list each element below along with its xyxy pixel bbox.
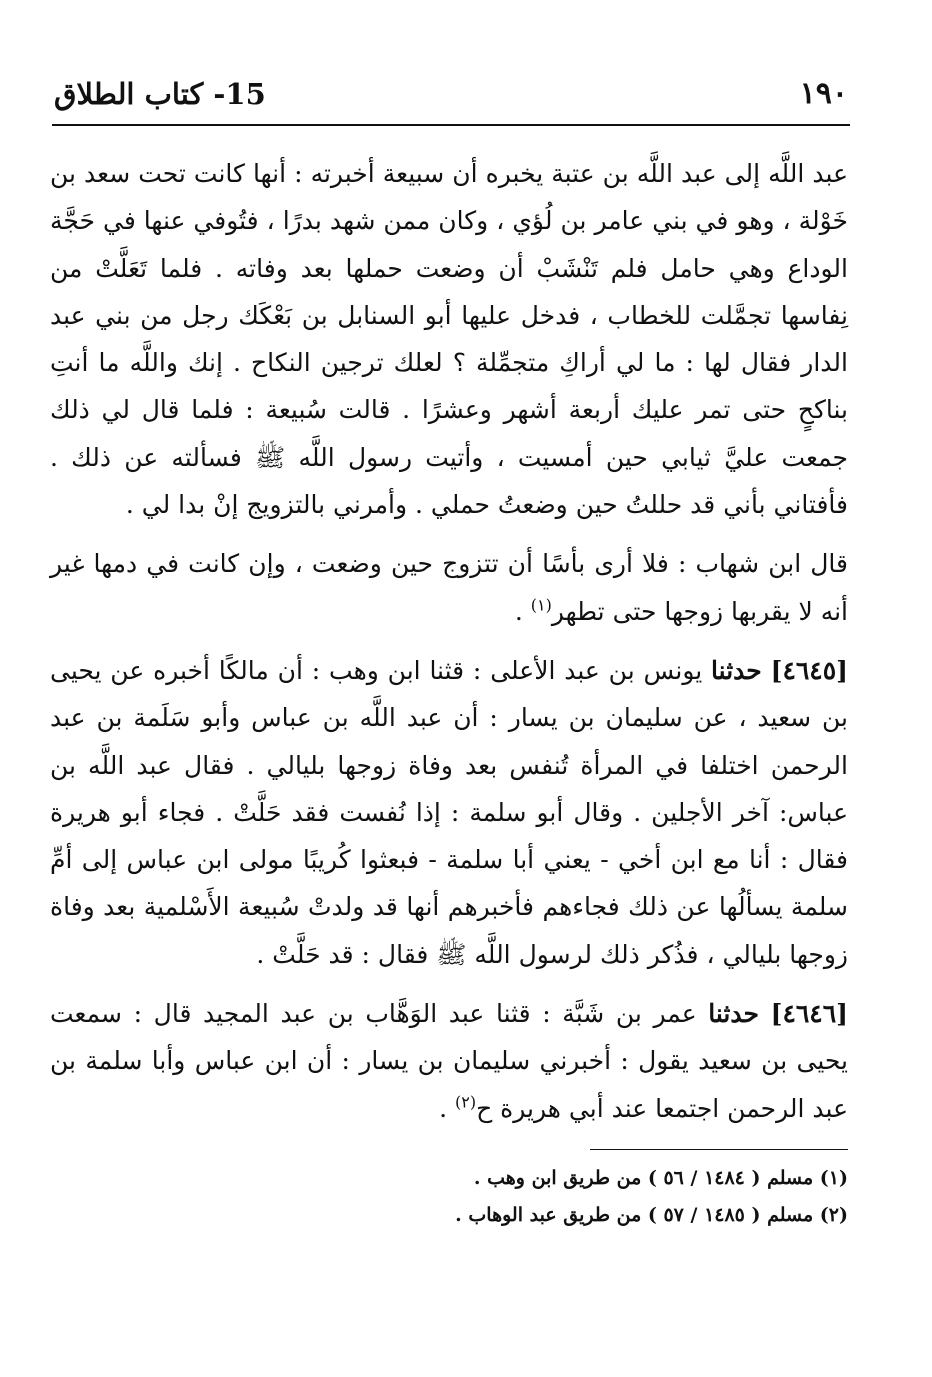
chapter-title: 15- كتاب الطلاق — [54, 77, 266, 111]
footnote-ref-1[interactable]: (١) — [530, 595, 552, 615]
hadith-text: عمر بن شَبَّة : قثنا عبد الوَهَّاب بن عبد المجيد قال : سمعت يحيى بن سعيد يقول : أخبرني سليمان بن يسار : أن ابن عباس وأبا سلمة بن عبد الرحمن اجتمعا عند أبي هريرة ح — [50, 999, 848, 1123]
paragraph-end: . — [514, 596, 531, 626]
paragraph-narration — [50, 150, 848, 528]
hadith-4646 — [50, 990, 848, 1132]
footnote-1: (١) مسلم ( ١٤٨٤ / ٥٦ ) من طريق ابن وهب . — [473, 1167, 848, 1189]
hadith-text: يونس بن عبد الأعلى : قثنا ابن وهب : أن مالكًا أخبره عن يحيى بن سعيد ، عن سليمان بن يسار : أن عبد اللَّه بن عباس وأبو سَلَمة بن عبد الرحمن اختلفا في المرأة تُنفس بعد وفاة زوجها بليالي . فقال عبد اللَّه بن عباس: آخر الأجلين . وقال أبو سلمة : إذا نُفست فقد حَلَّتْ . فجاء أبو هريرة فقال : أنا مع ابن أخي - يعني أبا سلمة - فبعثوا كُريبًا مولى ابن عباس إلى أمِّ سلمة يسألُها عن ذلك فجاءهم فأخبرهم أنها قد ولدتْ سُبيعة الأَسْلمية بعد وفاة زوجها بليالي ، فذُكر ذلك لرسول اللَّه ﷺ فقال : قد حَلَّتْ . — [50, 655, 848, 969]
paragraph-text: قال ابن شهاب : فلا أرى بأسًا أن تتزوج حين وضعت ، وإن كانت في دمها غير أنه لا يقربها زوجها حتى تطهر — [50, 549, 848, 626]
footnote-divider — [590, 1149, 848, 1150]
hadith-number: [٤٦٤٦] — [770, 999, 849, 1029]
hadith-lead-word: حدثنا — [708, 999, 759, 1029]
page-header — [54, 72, 848, 116]
paragraph-text: عبد اللَّه إلى عبد اللَّه بن عتبة يخبره أن سبيعة أخبرته : أنها كانت تحت سعد بن خَوْلة ، وهو في بني عامر بن لُؤي ، وكان ممن شهد بدرًا ، فتُوفي عنها في حَجَّة الوداع وهي حامل فلم تَنْشَبْ أن وضعت حملها بعد وفاته . فلما تَعَلَّتْ من نِفاسها تجمَّلت للخطاب ، فدخل عليها أبو السنابل بن بَعْكَك رجل من بني عبد الدار فقال لها : ما لي أراكِ متجمِّلة ؟ لعلك ترجين النكاح . إنك واللَّه ما أنتِ بناكحٍ حتى تمر عليك أربعة أشهر وعشرًا . قالت سُبيعة : فلما قال لي ذلك جمعت عليَّ ثيابي حين أمسيت ، وأتيت رسول اللَّه ﷺ فسألته عن ذلك . فأفتاني بأني قد حللتُ حين وضعتُ حملي . وأمرني بالتزويج إنْ بدا لي . — [50, 159, 848, 520]
paragraph-end: . — [439, 1093, 455, 1123]
hadith-4645 — [50, 647, 848, 978]
paragraph-ibn-shihab — [50, 540, 848, 635]
hadith-lead-word: حدثنا — [711, 655, 762, 685]
hadith-number: [٤٦٤٥] — [770, 655, 848, 685]
header-divider — [52, 124, 850, 126]
footnote-ref-2[interactable]: (٢) — [454, 1092, 477, 1112]
footnote-2: (٢) مسلم ( ١٤٨٥ / ٥٧ ) من طريق عبد الوهاب . — [455, 1204, 848, 1226]
page-number: ١٩٠ — [799, 76, 848, 111]
footnotes — [300, 1160, 848, 1234]
main-text — [50, 150, 848, 1144]
